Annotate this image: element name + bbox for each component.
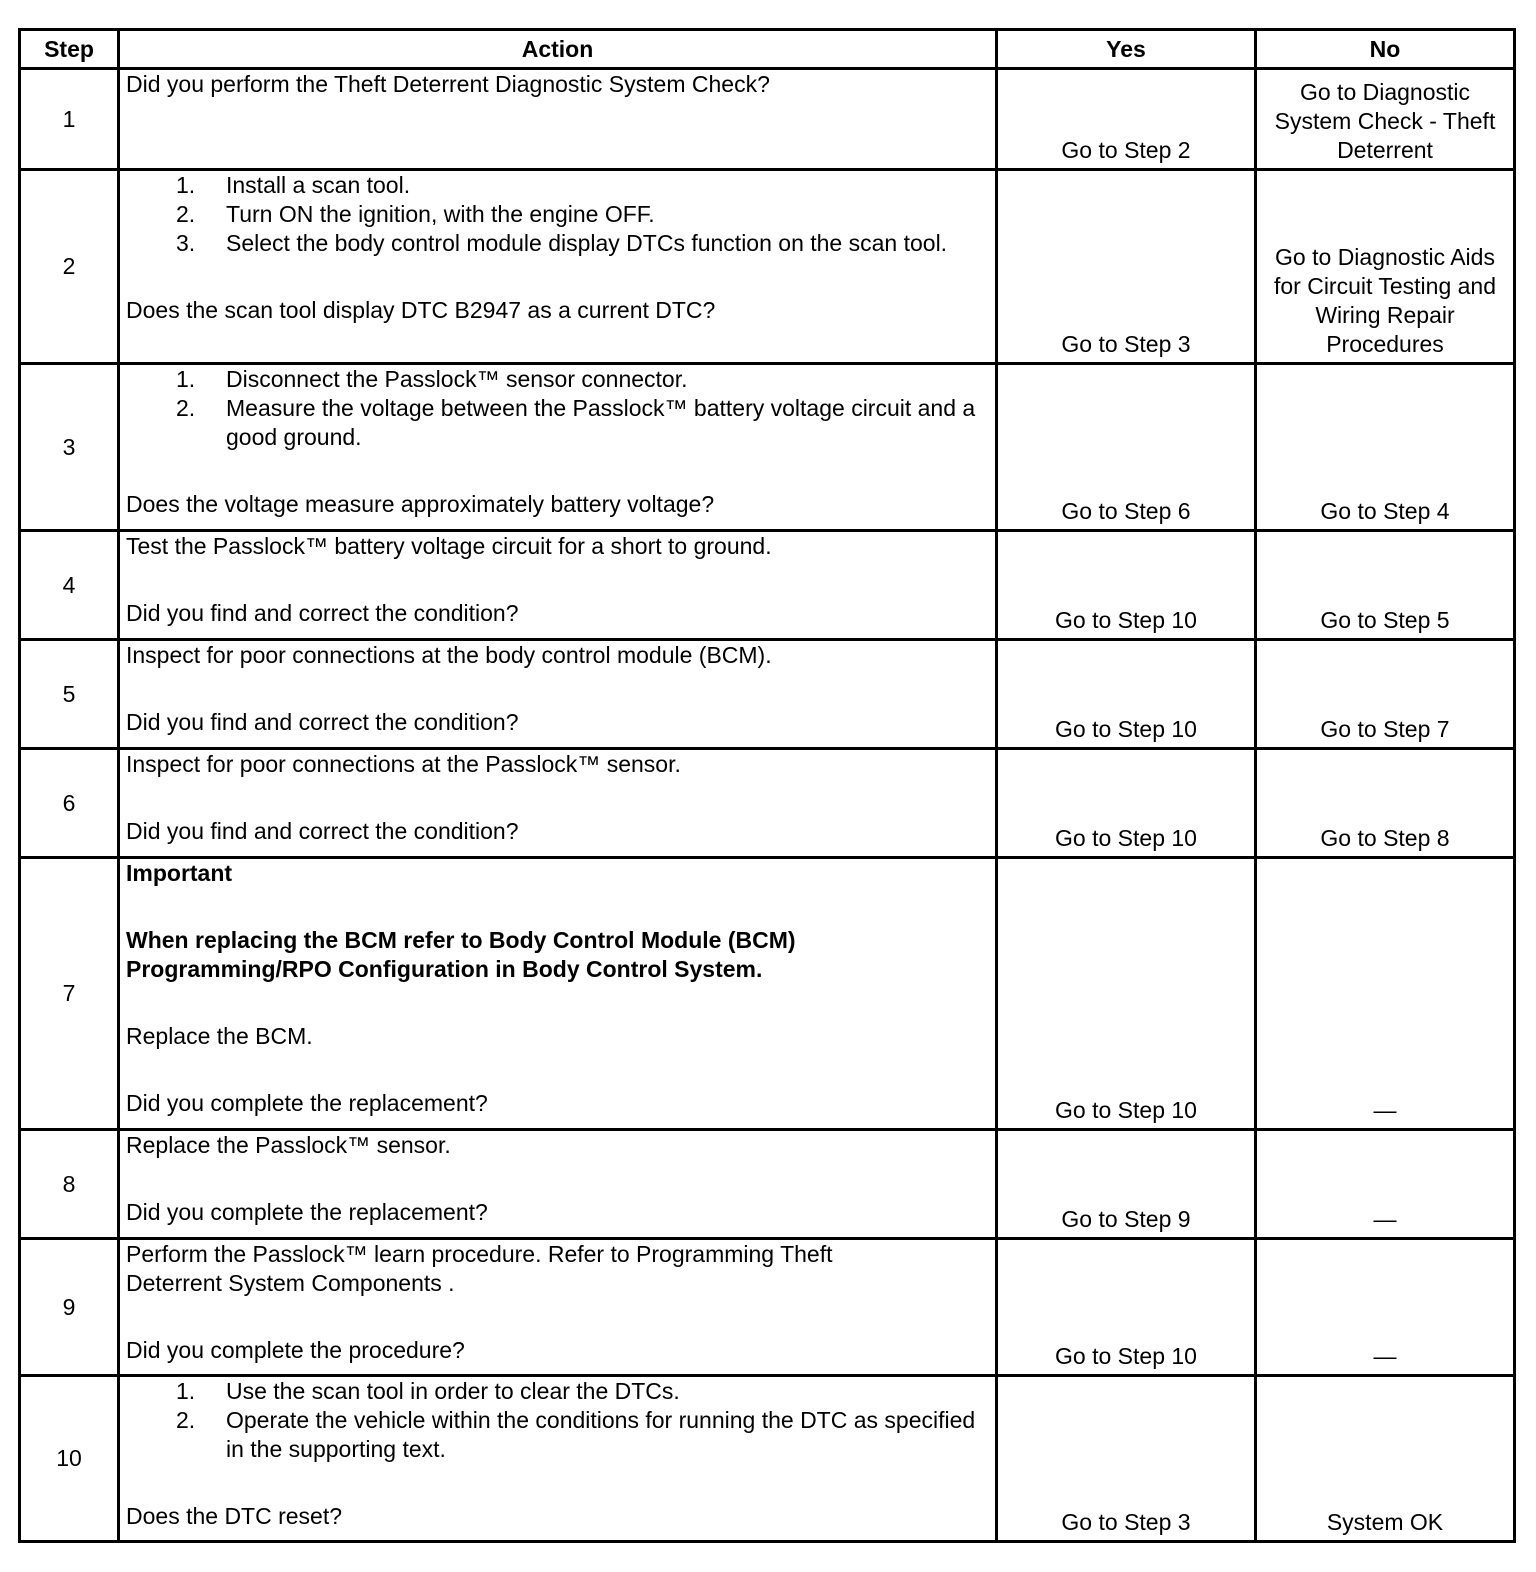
action-cell bbox=[119, 531, 997, 640]
action-question: Does the scan tool display DTC B2947 as a current DTC? bbox=[126, 297, 716, 323]
yes-cell: Go to Step 3 bbox=[997, 1376, 1256, 1542]
action-steps bbox=[126, 171, 989, 258]
list-item: 1. Use the scan tool in order to clear the DTCs. bbox=[176, 1378, 680, 1404]
no-line: for Circuit Testing and bbox=[1273, 273, 1496, 299]
action-question: Did you complete the procedure? bbox=[126, 1337, 465, 1363]
table-row bbox=[20, 69, 1515, 170]
header-action: Action bbox=[119, 30, 997, 69]
yes-cell: Go to Step 2 bbox=[997, 69, 1256, 170]
yes-cell: Go to Step 3 bbox=[997, 170, 1256, 364]
step-number: 9 bbox=[20, 1239, 119, 1376]
no-cell: System OK bbox=[1256, 1376, 1515, 1542]
table-row bbox=[20, 640, 1515, 749]
no-cell bbox=[1256, 69, 1515, 170]
table-row bbox=[20, 1130, 1515, 1239]
no-cell bbox=[1256, 170, 1515, 364]
important-label: Important bbox=[126, 860, 233, 886]
important-text: Programming/RPO Configuration in Body Control System. bbox=[126, 956, 763, 982]
table-row bbox=[20, 1376, 1515, 1542]
step-number: 7 bbox=[20, 858, 119, 1130]
step-number: 8 bbox=[20, 1130, 119, 1239]
action-question: Does the DTC reset? bbox=[126, 1503, 343, 1529]
no-line: System Check - Theft bbox=[1274, 108, 1496, 134]
no-cell: — bbox=[1256, 858, 1515, 1130]
table-row bbox=[20, 364, 1515, 531]
action-cell bbox=[119, 364, 997, 531]
no-cell: Go to Step 7 bbox=[1256, 640, 1515, 749]
step-number: 4 bbox=[20, 531, 119, 640]
action-cell bbox=[119, 1376, 997, 1542]
action-cell bbox=[119, 640, 997, 749]
yes-cell: Go to Step 10 bbox=[997, 858, 1256, 1130]
action-intro: Inspect for poor connections at the Passlock™ sensor. bbox=[126, 751, 681, 777]
step-number: 2 bbox=[20, 170, 119, 364]
table-row bbox=[20, 1239, 1515, 1376]
yes-cell: Go to Step 6 bbox=[997, 364, 1256, 531]
yes-cell: Go to Step 10 bbox=[997, 640, 1256, 749]
action-intro: Inspect for poor connections at the body control module (BCM). bbox=[126, 642, 772, 668]
no-line: Wiring Repair bbox=[1315, 302, 1455, 328]
action-steps bbox=[126, 365, 989, 452]
no-cell: Go to Step 8 bbox=[1256, 749, 1515, 858]
list-item: 2. Operate the vehicle within the conditions for running the DTC as specified in the supporting text. bbox=[176, 1407, 976, 1462]
header-row bbox=[20, 30, 1515, 69]
no-line: Deterrent bbox=[1337, 137, 1433, 163]
list-item: 1. Install a scan tool. bbox=[176, 172, 411, 198]
no-line: Go to Diagnostic bbox=[1299, 79, 1471, 105]
step-number: 5 bbox=[20, 640, 119, 749]
table-row bbox=[20, 531, 1515, 640]
no-cell: Go to Step 5 bbox=[1256, 531, 1515, 640]
step-number: 6 bbox=[20, 749, 119, 858]
action-intro: Deterrent System Components . bbox=[126, 1270, 455, 1296]
diagnostic-table bbox=[18, 28, 1516, 1543]
no-cell: — bbox=[1256, 1239, 1515, 1376]
step-number: 3 bbox=[20, 364, 119, 531]
action-intro: Replace the Passlock™ sensor. bbox=[126, 1132, 451, 1158]
action-question: Did you find and correct the condition? bbox=[126, 600, 519, 626]
step-number: 10 bbox=[20, 1376, 119, 1542]
action-question: Does the voltage measure approximately battery voltage? bbox=[126, 491, 715, 517]
action-intro: Perform the Passlock™ learn procedure. Refer to Programming Theft bbox=[126, 1241, 833, 1267]
yes-cell: Go to Step 10 bbox=[997, 749, 1256, 858]
action-cell bbox=[119, 1130, 997, 1239]
no-cell: — bbox=[1256, 1130, 1515, 1239]
table-row bbox=[20, 170, 1515, 364]
action-intro: Replace the BCM. bbox=[126, 1023, 313, 1049]
yes-cell: Go to Step 10 bbox=[997, 531, 1256, 640]
list-item: 2. Turn ON the ignition, with the engine OFF. bbox=[176, 201, 655, 227]
yes-cell: Go to Step 9 bbox=[997, 1130, 1256, 1239]
no-line: Procedures bbox=[1326, 331, 1444, 357]
no-line: Go to Diagnostic Aids bbox=[1275, 244, 1495, 270]
table-row bbox=[20, 858, 1515, 1130]
no-cell: Go to Step 4 bbox=[1256, 364, 1515, 531]
action-cell bbox=[119, 69, 997, 170]
action-cell bbox=[119, 858, 997, 1130]
action-question: Did you complete the replacement? bbox=[126, 1090, 488, 1116]
header-no: No bbox=[1256, 30, 1515, 69]
important-text: When replacing the BCM refer to Body Control Module (BCM) bbox=[126, 927, 796, 953]
header-yes: Yes bbox=[997, 30, 1256, 69]
action-cell bbox=[119, 170, 997, 364]
table-row bbox=[20, 749, 1515, 858]
action-cell bbox=[119, 749, 997, 858]
action-intro: Test the Passlock™ battery voltage circuit for a short to ground. bbox=[126, 533, 772, 559]
action-question: Did you find and correct the condition? bbox=[126, 818, 519, 844]
action-question: Did you complete the replacement? bbox=[126, 1199, 488, 1225]
action-cell bbox=[119, 1239, 997, 1376]
action-question: Did you perform the Theft Deterrent Diagnostic System Check? bbox=[126, 71, 770, 97]
action-question: Did you find and correct the condition? bbox=[126, 709, 519, 735]
header-step: Step bbox=[20, 30, 119, 69]
list-item: 2. Measure the voltage between the Passlock™ battery voltage circuit and a good ground. bbox=[176, 395, 976, 450]
step-number: 1 bbox=[20, 69, 119, 170]
list-item: 3. Select the body control module display DTCs function on the scan tool. bbox=[176, 230, 948, 256]
yes-cell: Go to Step 10 bbox=[997, 1239, 1256, 1376]
action-steps bbox=[126, 1377, 989, 1464]
list-item: 1. Disconnect the Passlock™ sensor connector. bbox=[176, 366, 688, 392]
